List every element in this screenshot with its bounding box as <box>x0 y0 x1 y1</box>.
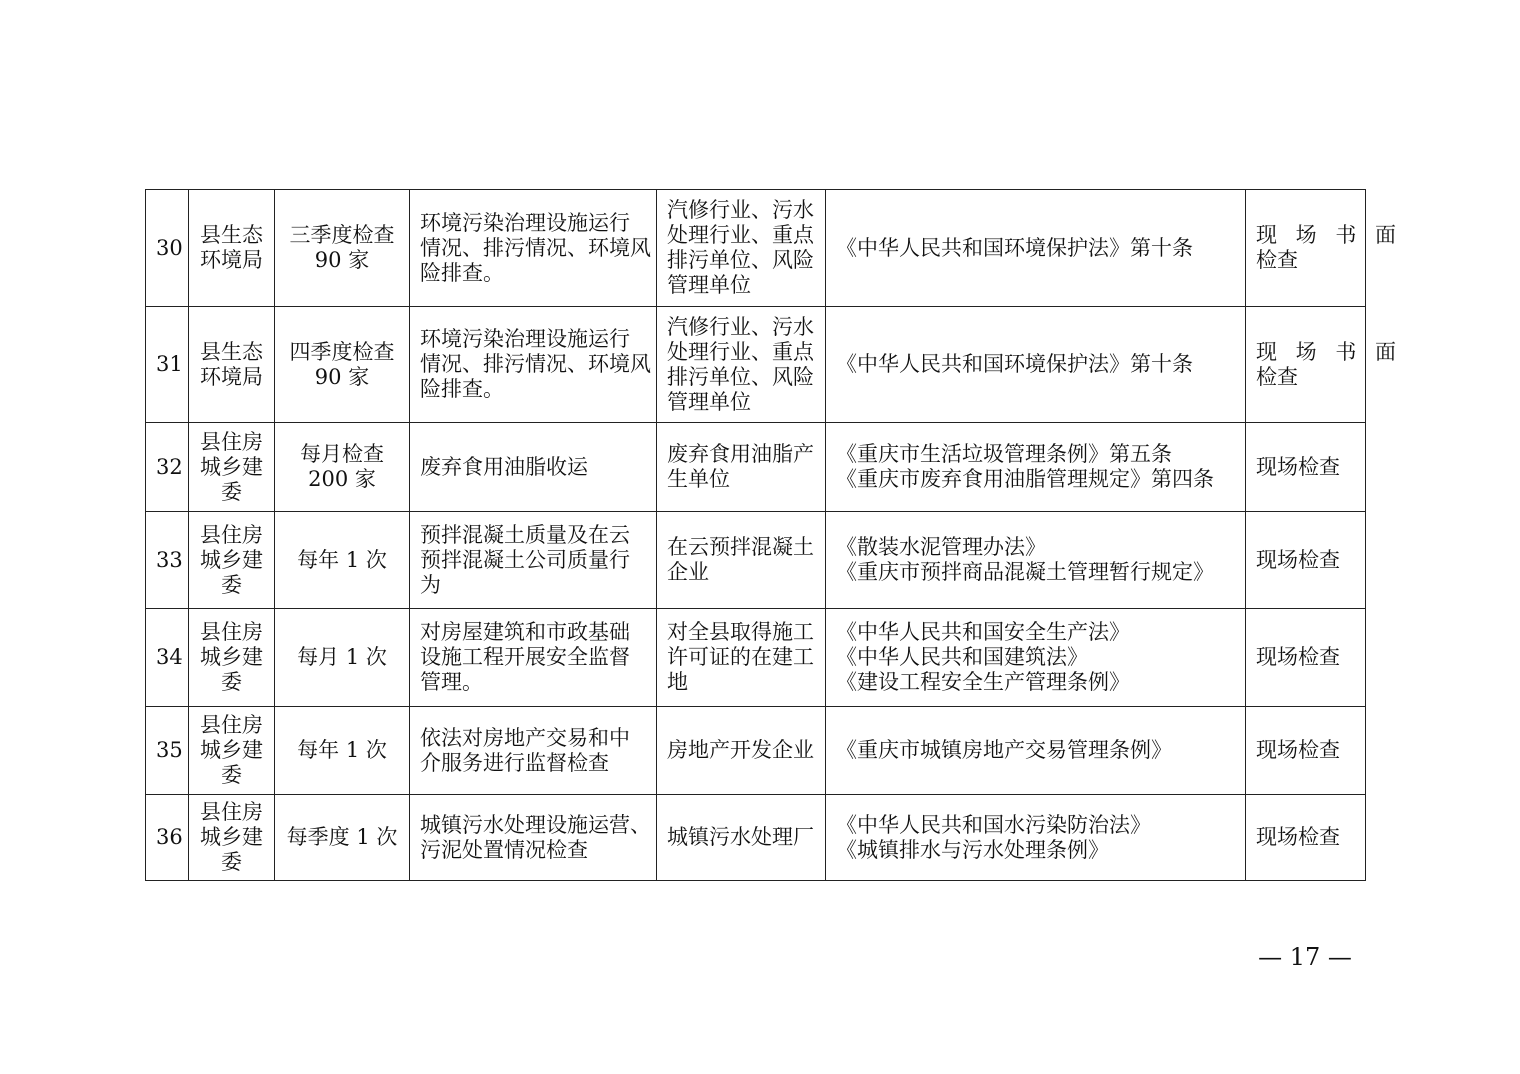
legal-basis-cell: 《中华人民共和国环境保护法》第十条 <box>826 307 1246 423</box>
department-cell: 县住房 城乡建 委 <box>189 423 275 512</box>
row-number: 36 <box>146 795 189 881</box>
department-cell: 县住房 城乡建 委 <box>189 795 275 881</box>
frequency-cell: 每年 1 次 <box>275 512 410 609</box>
target-cell: 城镇污水处理厂 <box>657 795 826 881</box>
content-cell: 预拌混凝土质量及在云 预拌混凝土公司质量行 为 <box>410 512 657 609</box>
content-cell: 依法对房地产交易和中 介服务进行监督检查 <box>410 707 657 795</box>
frequency-cell: 三季度检查 90 家 <box>275 190 410 307</box>
table-row <box>146 190 1366 307</box>
target-cell: 汽修行业、污水 处理行业、重点 排污单位、风险 管理单位 <box>657 307 826 423</box>
row-number: 31 <box>146 307 189 423</box>
inspection-table <box>145 189 1403 881</box>
legal-basis-cell: 《散装水泥管理办法》 《重庆市预拌商品混凝土管理暂行规定》 <box>826 512 1246 609</box>
legal-basis-cell: 《中华人民共和国水污染防治法》 《城镇排水与污水处理条例》 <box>826 795 1246 881</box>
row-number: 33 <box>146 512 189 609</box>
target-cell: 对全县取得施工 许可证的在建工 地 <box>657 609 826 707</box>
frequency-cell: 四季度检查 90 家 <box>275 307 410 423</box>
legal-basis-cell: 《中华人民共和国安全生产法》 《中华人民共和国建筑法》 《建设工程安全生产管理条例》 <box>826 609 1246 707</box>
content-cell: 环境污染治理设施运行 情况、排污情况、环境风 险排查。 <box>410 307 657 423</box>
method-cell: 现场检查 <box>1246 707 1366 795</box>
row-number: 32 <box>146 423 189 512</box>
table-row <box>146 307 1366 423</box>
content-cell: 城镇污水处理设施运营、 污泥处置情况检查 <box>410 795 657 881</box>
content-cell: 环境污染治理设施运行 情况、排污情况、环境风 险排查。 <box>410 190 657 307</box>
department-cell: 县住房 城乡建 委 <box>189 707 275 795</box>
table-row <box>146 707 1366 795</box>
legal-basis-cell: 《重庆市城镇房地产交易管理条例》 <box>826 707 1246 795</box>
department-cell: 县生态 环境局 <box>189 307 275 423</box>
legal-basis-cell: 《重庆市生活垃圾管理条例》第五条 《重庆市废弃食用油脂管理规定》第四条 <box>826 423 1246 512</box>
department-cell: 县住房 城乡建 委 <box>189 512 275 609</box>
target-cell: 房地产开发企业 <box>657 707 826 795</box>
method-cell: 现 场 书 面 检查 <box>1246 190 1366 307</box>
table-body <box>146 190 1403 881</box>
target-cell: 废弃食用油脂产 生单位 <box>657 423 826 512</box>
method-cell: 现场检查 <box>1246 609 1366 707</box>
row-number: 35 <box>146 707 189 795</box>
method-cell: 现场检查 <box>1246 512 1366 609</box>
row-number: 30 <box>146 190 189 307</box>
frequency-cell: 每年 1 次 <box>275 707 410 795</box>
content-cell: 对房屋建筑和市政基础 设施工程开展安全监督 管理。 <box>410 609 657 707</box>
frequency-cell: 每季度 1 次 <box>275 795 410 881</box>
department-cell: 县生态 环境局 <box>189 190 275 307</box>
page-number: — 17 — <box>1258 943 1352 971</box>
legal-basis-cell: 《中华人民共和国环境保护法》第十条 <box>826 190 1246 307</box>
table-row <box>146 512 1366 609</box>
method-cell: 现场检查 <box>1246 423 1366 512</box>
target-cell: 在云预拌混凝土 企业 <box>657 512 826 609</box>
target-cell: 汽修行业、污水 处理行业、重点 排污单位、风险 管理单位 <box>657 190 826 307</box>
content-cell: 废弃食用油脂收运 <box>410 423 657 512</box>
method-cell: 现 场 书 面 检查 <box>1246 307 1366 423</box>
method-cell: 现场检查 <box>1246 795 1366 881</box>
table-row <box>146 609 1366 707</box>
frequency-cell: 每月检查 200 家 <box>275 423 410 512</box>
frequency-cell: 每月 1 次 <box>275 609 410 707</box>
table-row <box>146 423 1366 512</box>
row-number: 34 <box>146 609 189 707</box>
department-cell: 县住房 城乡建 委 <box>189 609 275 707</box>
table-row <box>146 795 1366 881</box>
